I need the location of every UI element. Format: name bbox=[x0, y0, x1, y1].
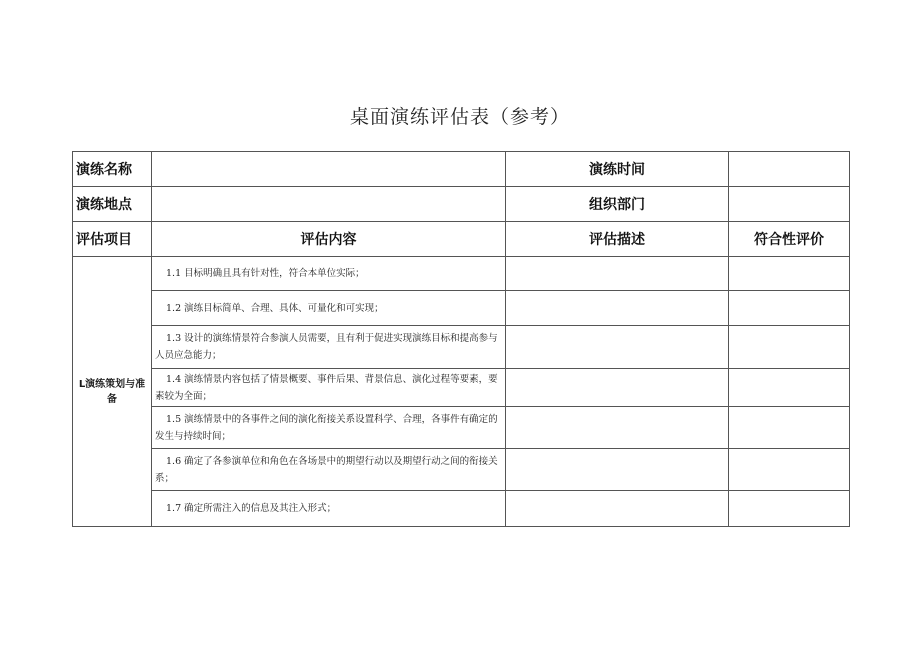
item-content: 1.5 演练情景中的各事件之间的演化衔接关系设置科学、合理，各事件有确定的发生与持续时间； bbox=[152, 407, 506, 449]
drill-location-value[interactable] bbox=[152, 187, 506, 222]
page-title: 桌面演练评估表（参考） bbox=[349, 106, 570, 128]
item-eval-cell[interactable] bbox=[729, 491, 850, 527]
org-dept-value[interactable] bbox=[729, 187, 850, 222]
item-content: 1.7 确定所需注入的信息及其注入形式； bbox=[152, 491, 506, 527]
item-eval-cell[interactable] bbox=[729, 407, 850, 449]
row-drill-name bbox=[73, 152, 850, 187]
table-row bbox=[73, 491, 850, 527]
table-row bbox=[73, 407, 850, 449]
evaluation-table bbox=[72, 151, 850, 527]
table-row bbox=[73, 369, 850, 407]
drill-name-value[interactable] bbox=[152, 152, 506, 187]
row-drill-location bbox=[73, 187, 850, 222]
table-row bbox=[73, 449, 850, 491]
section-label: L演练策划与准备 bbox=[73, 257, 152, 527]
item-desc-cell[interactable] bbox=[506, 449, 729, 491]
drill-time-label: 演练时间 bbox=[506, 152, 729, 187]
item-desc-cell[interactable] bbox=[506, 369, 729, 407]
item-content: 1.6 确定了各参演单位和角色在各场景中的期望行动以及期望行动之间的衔接关系； bbox=[152, 449, 506, 491]
item-content: 1.3 设计的演练情景符合参演人员需要，且有利于促进实现演练目标和提高参与人员应急能力； bbox=[152, 326, 506, 369]
table-row bbox=[73, 326, 850, 369]
item-content: 1.2 演练目标简单、合理、具体、可量化和可实现； bbox=[152, 291, 506, 326]
column-header-row bbox=[73, 222, 850, 257]
item-desc-cell[interactable] bbox=[506, 291, 729, 326]
org-dept-label: 组织部门 bbox=[506, 187, 729, 222]
item-desc-cell[interactable] bbox=[506, 491, 729, 527]
item-eval-cell[interactable] bbox=[729, 257, 850, 291]
drill-name-label: 演练名称 bbox=[73, 152, 152, 187]
item-desc-cell[interactable] bbox=[506, 326, 729, 369]
table-row bbox=[73, 257, 850, 291]
item-eval-cell[interactable] bbox=[729, 369, 850, 407]
col-header-content: 评估内容 bbox=[152, 222, 506, 257]
col-header-item: 评估项目 bbox=[73, 222, 152, 257]
col-header-eval: 符合性评价 bbox=[729, 222, 850, 257]
table-row bbox=[73, 291, 850, 326]
item-eval-cell[interactable] bbox=[729, 449, 850, 491]
col-header-desc: 评估描述 bbox=[506, 222, 729, 257]
item-eval-cell[interactable] bbox=[729, 291, 850, 326]
item-desc-cell[interactable] bbox=[506, 257, 729, 291]
drill-time-value[interactable] bbox=[729, 152, 850, 187]
item-eval-cell[interactable] bbox=[729, 326, 850, 369]
item-desc-cell[interactable] bbox=[506, 407, 729, 449]
item-content: 1.4 演练情景内容包括了情景概要、事件后果、背景信息、演化过程等要素，要素较为全面； bbox=[152, 369, 506, 407]
item-content: 1.1 目标明确且具有针对性，符合本单位实际； bbox=[152, 257, 506, 291]
drill-location-label: 演练地点 bbox=[73, 187, 152, 222]
